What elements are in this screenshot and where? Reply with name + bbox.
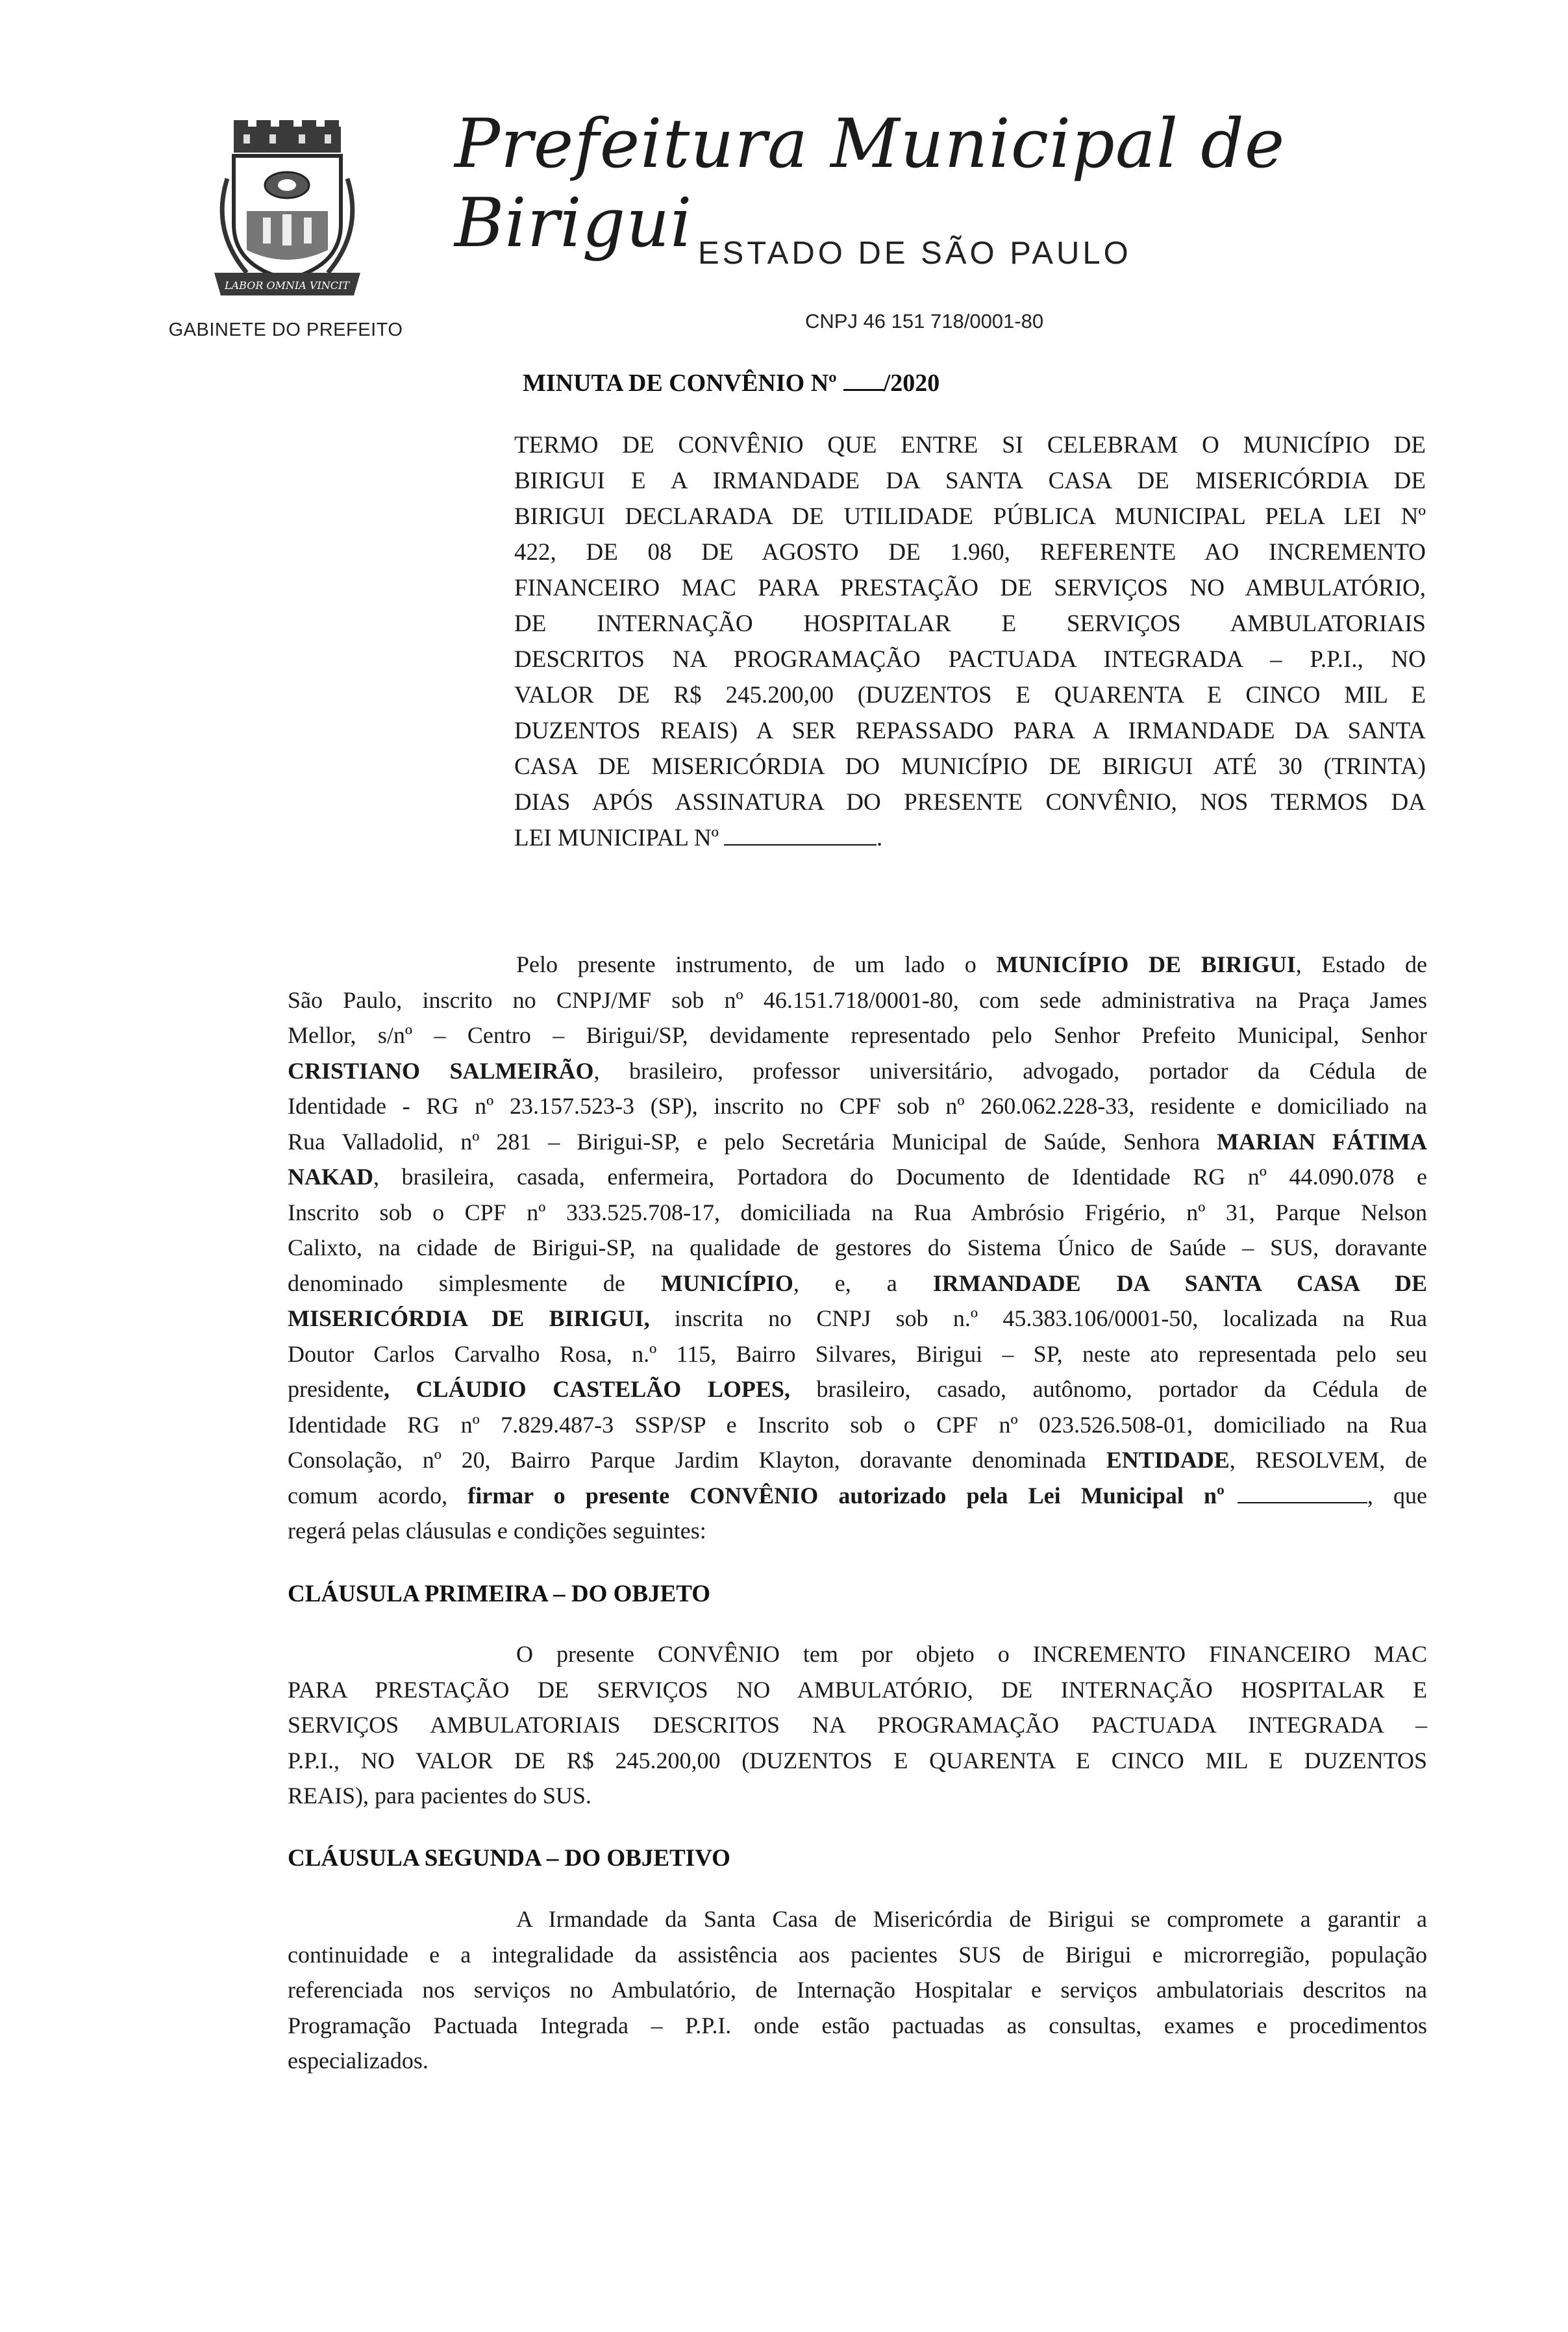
document-heading [523, 369, 940, 397]
text-line: P.P.I., NO VALOR DE R$ 245.200,00 (DUZENTOS E QUARENTA E CINCO MIL E DUZENTOS [288, 1747, 1427, 1774]
text-line: SERVIÇOS AMBULATORIAIS DESCRITOS NA PROGRAMAÇÃO PACTUADA INTEGRADA – [288, 1712, 1427, 1738]
text-line: regerá pelas cláusulas e condições seguintes: [288, 1518, 706, 1544]
text-run: inscrita no CNPJ sob n.º 45.383.106/0001-50, localizada na Rua [649, 1305, 1427, 1331]
text-run: Rua Valladolid, nº 281 – Birigui-SP, e pelo Secretária Municipal de Saúde, Senhora [288, 1128, 1217, 1155]
crest-motto: LABOR OMNIA VINCIT [224, 279, 350, 292]
ementa-line: DESCRITOS NA PROGRAMAÇÃO PACTUADA INTEGRADA – P.P.I., NO [514, 646, 1426, 673]
ementa-end: . [877, 825, 883, 851]
text-line: PARA PRESTAÇÃO DE SERVIÇOS NO AMBULATÓRIO, DE INTERNAÇÃO HOSPITALAR E [288, 1676, 1427, 1703]
text-run: , RESOLVEM, de [1229, 1447, 1428, 1473]
ementa-line: CASA DE MISERICÓRDIA DO MUNICÍPIO DE BIRIGUI ATÉ 30 (TRINTA) [514, 753, 1426, 780]
ementa-line: TERMO DE CONVÊNIO QUE ENTRE SI CELEBRAM O MUNICÍPIO DE [514, 432, 1426, 458]
text-line: São Paulo, inscrito no CNPJ/MF sob nº 46.151.718/0001-80, com sede administrativa na Praça James [288, 986, 1427, 1013]
text-line [288, 1053, 1427, 1089]
text-line [288, 1442, 1427, 1478]
ementa-last-line [514, 820, 1426, 856]
text-line [288, 1478, 1427, 1514]
preamble-paragraph [288, 947, 1427, 1549]
text-line: Programação Pactuada Integrada – P.P.I. onde estão pactuadas as consultas, exames e procedimentos [288, 2012, 1427, 2038]
secretary-surname: NAKAD [288, 1164, 373, 1190]
minuta-prefix: MINUTA DE CONVÊNIO Nº [523, 370, 837, 397]
text-line [288, 1124, 1427, 1160]
mayor-name: CRISTIANO SALMEIRÃO [288, 1057, 594, 1084]
text-line: O presente CONVÊNIO tem por objeto o INCREMENTO FINANCEIRO MAC [516, 1641, 1427, 1667]
ementa-line: FINANCEIRO MAC PARA PRESTAÇÃO DE SERVIÇOS NO AMBULATÓRIO, [514, 575, 1426, 601]
ementa-line: BIRIGUI E A IRMANDADE DA SANTA CASA DE MISERICÓRDIA DE [514, 468, 1426, 494]
entity-name-cont: MISERICÓRDIA DE BIRIGUI, [288, 1305, 650, 1331]
law-number-blank [1238, 1483, 1367, 1503]
text-run: denominado simplesmente de [288, 1270, 661, 1296]
text-run: comum acordo, [288, 1482, 468, 1509]
text-line: referenciada nos serviços no Ambulatório, de Internação Hospitalar e serviços ambulatoriais descritos na [288, 1977, 1427, 2003]
municipio-term: MUNICÍPIO [660, 1270, 793, 1296]
text-line: REAIS), para pacientes do SUS. [288, 1783, 591, 1809]
ementa-line: DE INTERNAÇÃO HOSPITALAR E SERVIÇOS AMBULATORIAIS [514, 610, 1426, 637]
text-line: Mellor, s/nº – Centro – Birigui/SP, devidamente representado pelo Senhor Prefeito Municipal, Senhor [288, 1022, 1427, 1048]
number-blank [843, 370, 884, 391]
president-name: , CLÁUDIO CASTELÃO LOPES, [383, 1376, 790, 1402]
text-run: , que [1367, 1482, 1427, 1509]
municipio-name: MUNICÍPIO DE BIRIGUI [996, 951, 1296, 977]
law-number-blank [724, 825, 877, 846]
minuta-year: /2020 [883, 370, 940, 397]
clause-1-title: CLÁUSULA PRIMEIRA – DO OBJETO [288, 1581, 711, 1607]
text-line [288, 947, 1427, 983]
ementa-line: VALOR DE R$ 245.200,00 (DUZENTOS E QUARENTA E CINCO MIL E [514, 682, 1426, 708]
text-line: especializados. [288, 2048, 429, 2074]
ementa-line: DUZENTOS REAIS) A SER REPASSADO PARA A IRMANDADE DA SANTA [514, 718, 1426, 744]
text-run: presidente [288, 1376, 384, 1402]
text-run: , brasileira, casada, enfermeira, Portadora do Documento de Identidade RG nº 44.090.078 e [373, 1164, 1427, 1190]
cabinet-label: GABINETE DO PREFEITO [168, 320, 403, 340]
authorization-clause: firmar o presente CONVÊNIO autorizado pela Lei Municipal nº [467, 1482, 1225, 1509]
municipal-crest-icon [208, 120, 367, 308]
text-line: continuidade e a integralidade da assistência aos pacientes SUS de Birigui e microrregião, população [288, 1941, 1427, 1968]
ementa-line: 422, DE 08 DE AGOSTO DE 1.960, REFERENTE AO INCREMENTO [514, 539, 1426, 566]
text-line: Identidade - RG nº 23.157.523-3 (SP), inscrito no CPF sob nº 260.062.228-33, residente e domiciliado na [288, 1093, 1427, 1119]
ementa-block [514, 427, 1426, 856]
entity-term: ENTIDADE [1106, 1447, 1230, 1473]
clause-1-paragraph [288, 1636, 1427, 1814]
clause-2-paragraph [288, 1901, 1427, 2079]
text-run: Consolação, nº 20, Bairro Parque Jardim Klayton, doravante denominada [288, 1447, 1106, 1473]
text-line: Identidade RG nº 7.829.487-3 SSP/SP e Inscrito sob o CPF nº 023.526.508-01, domiciliado na Rua [288, 1411, 1427, 1438]
text-line: A Irmandade da Santa Casa de Misericórdia de Birigui se compromete a garantir a [516, 1906, 1427, 1932]
secretary-name: MARIAN FÁTIMA [1217, 1128, 1427, 1155]
cnpj-line: CNPJ 46 151 718/0001-80 [805, 310, 1044, 332]
text-run: , e, a [793, 1270, 933, 1296]
text-run: , brasileiro, professor universitário, advogado, portador da Cédula de [593, 1057, 1427, 1084]
page-title: Prefeitura Municipal de Birigui [454, 104, 1286, 262]
text-line [288, 1266, 1427, 1301]
text-line [288, 1301, 1427, 1336]
state-subtitle: ESTADO DE SÃO PAULO [698, 236, 1132, 271]
text-run: brasileiro, casado, autônomo, portador da Cédula de [790, 1376, 1427, 1402]
entity-name: IRMANDADE DA SANTA CASA DE [932, 1270, 1427, 1296]
text-run: Pelo presente instrumento, de um lado o [516, 951, 997, 977]
text-line [288, 1372, 1427, 1407]
ementa-line: BIRIGUI DECLARADA DE UTILIDADE PÚBLICA MUNICIPAL PELA LEI Nº [514, 503, 1426, 530]
text-line: Calixto, na cidade de Birigui-SP, na qualidade de gestores do Sistema Único de Saúde – SUS, doravante [288, 1235, 1427, 1260]
clause-2-title: CLÁUSULA SEGUNDA – DO OBJETIVO [288, 1845, 730, 1872]
ementa-line: DIAS APÓS ASSINATURA DO PRESENTE CONVÊNIO, NOS TERMOS DA [514, 789, 1426, 816]
text-line [288, 1159, 1427, 1195]
text-line: Doutor Carlos Carvalho Rosa, n.º 115, Bairro Silvares, Birigui – SP, neste ato representada pelo seu [288, 1340, 1427, 1367]
text-run: , Estado de [1295, 951, 1427, 977]
ementa-law-label: LEI MUNICIPAL Nº [514, 825, 719, 851]
text-line: Inscrito sob o CPF nº 333.525.708-17, domiciliada na Rua Ambrósio Frigério, nº 31, Parque Nelson [288, 1199, 1427, 1225]
